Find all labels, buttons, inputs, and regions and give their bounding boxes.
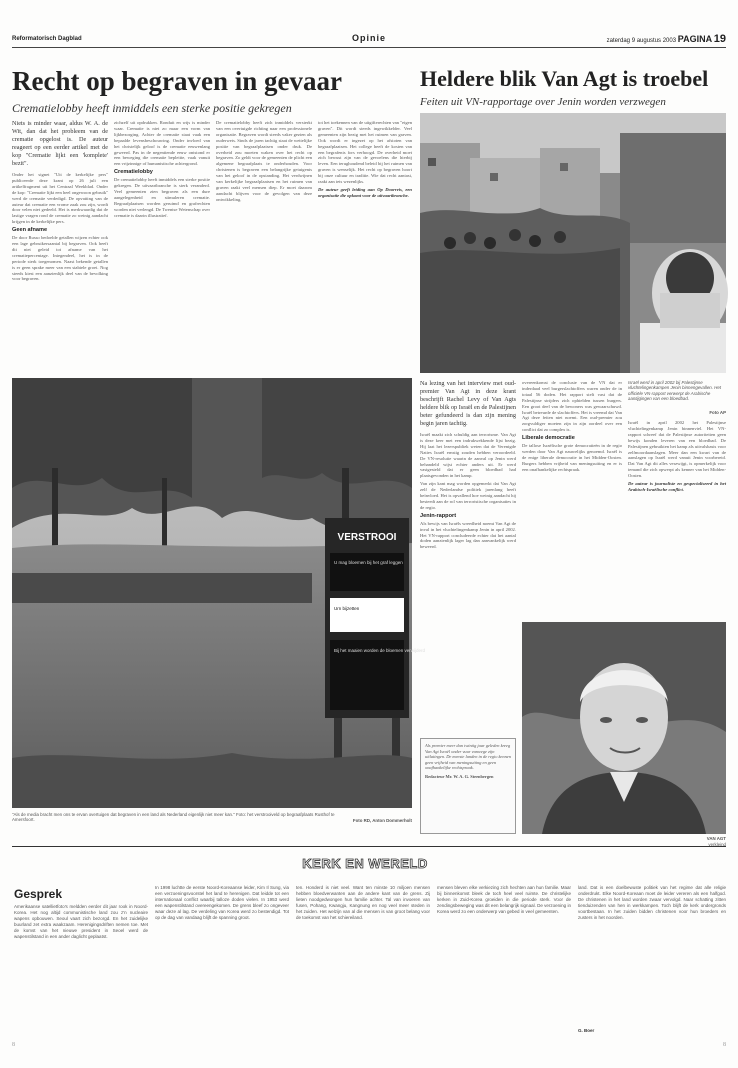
- sign-line-3: Bij het maaien worden de bloemen verwijderd: [334, 648, 426, 653]
- left-article-column-3: [216, 120, 312, 370]
- gesprek-column-2: In 1998 luchtte de eerste Noord-Koreaanse leider, Kim Il Sung, via een verzoeningsvoorstel het land te herenigen. Dat leidde tot een internationaal conflict waarbij talloze doden vielen. In 1953 werd een wapenstilstand overeengekomen. De grens bleef zo ongeveer waar deze al lag. De verdeling van Korea werd zo bestendigd. Tot op de dag van vandaag blijft de spanning groot.: [155, 885, 289, 920]
- gesprek-signature: G. Boer: [578, 1028, 595, 1033]
- left-article-column-1: [12, 120, 108, 370]
- van-agt-photo-graphic: [522, 622, 726, 834]
- right-article-text-2: overeenkomst de conclusie van de VN dat er inderdaad veel burgerslachtoffers waren onder de in totaal 56 doden. Het rapport stelt vast dat de Palestijnse strijders zich ophielden tussen burgers. Een groot deel van de bewoners was gewaarschuwd. Israël betreurde de slachtoffers. Het is vreemd dat Van Agt deze feiten niet noemt. Een oud-premier zou zorgvuldiger moeten zijn in zijn oordeel over een conflict dat zo complex is.: [522, 380, 622, 433]
- right-article-subheading-2: Liberale democratie: [522, 435, 575, 442]
- van-agt-photo: [522, 622, 726, 834]
- left-article-text-1b: De door Russo bedoelde getallen wijzen echter ook een lage gebruikersaantal bij begraven. Ook heeft dit niet geleid tot afname van het crematiepercentage. Integendeel, het is in de periode sterk toegenomen. Naast bekende getallen is er geen sprake meer van een stabiele groei. Nog steeds kiest een aanzienlijk deel van de bevolking voor begraven.: [12, 235, 108, 282]
- right-article-subtitle: Feiten uit VN-rapportage over Jenin worden verzwegen: [420, 96, 666, 108]
- footer-mark-left: 8: [12, 1042, 15, 1048]
- left-article-lead: Niets is minder waar, aldus W. A. de Wit, dan dat het probleem van de crematie opgelost is. De auteur reageert op een eerder artikel met de kop "Crematie lijkt een 'komplete' bezit".: [12, 120, 108, 167]
- right-article-title: Heldere blik Van Agt is troebel: [420, 66, 709, 91]
- right-article-lead: Na lezing van het interview met oud-premier Van Agt in deze krant beschrijft Rachel Levy of Van Agts heldere blik op Israël en de Palestijnen beter gefundeerd is dan zijn mening begin jaren tachtig.: [420, 380, 516, 427]
- section-name: Opinie: [351, 33, 386, 43]
- sign-line-2: Urn bijzetten: [334, 606, 360, 611]
- cemetery-photo-caption: "Als de media bracht men ons te ervan overtuigen dat begraven in een land als Nederland eigenlijk niet meer kan." Foto: het verstrooiveld op begraafplaats Rusthof te Amersfoort.: [12, 812, 335, 823]
- left-article-subheading-1: Geen afname: [12, 227, 48, 234]
- left-article-text-4: tot het toekennen van de uitgifterechten van "eigen graven". Dit wordt steeds ingewikkelder. Veel gemeenten zijn bezig met het ruimen van graven. Ook wordt er ingezet op het afstoten van begraafplaatsen. Het college heeft de kosten van een begrafenis fors verhoogd. De overheid moet zich bewust zijn van de gevoelens die hierbij leven. Een terughoudend beleid bij het ruimen van graven is wenselijk. Het recht op begraven hoort bij onze cultuur en traditie. Wie dat recht aantast, raakt aan iets wezenlijks.: [318, 120, 412, 185]
- left-article-subheading-2: Crematielobby: [114, 169, 153, 176]
- left-article-text-2: zichzelf uit opdrukken. Ronduit en wijs is minder waar. Crematie is niet zo maar een vorm van lijkbezorging. Achter de crematie staat vaak een bepaalde levensbeschouwing. Onder invloed van het christelijk geloof is de crematie eeuwenlang geweerd. Pas in de negentiende eeuw ontstond er een beweging die crematie bepleitte, vaak vanuit een vrijzinnige of humanistische achtergrond.: [114, 120, 210, 167]
- publication-name: Reformatorisch Dagblad: [12, 36, 82, 42]
- cemetery-photo: [12, 378, 426, 808]
- cemetery-photo-credit: Foto RD, Anton Dommerholt: [352, 818, 412, 823]
- right-article-column-3: [628, 420, 726, 620]
- page-label: PAGINA: [677, 34, 713, 44]
- quote-box: [420, 738, 516, 834]
- van-agt-caption: VAN AGT: [706, 836, 726, 841]
- quote-box-text: Als premier meer dan twintig jaar geleden kreeg Van Agt Israël onder vuur vanwege zijn uitlatingen. De meeste landen in de regio kennen geen vrijheid van meningsuiting en geen onafhankelijke rechtspraak.: [425, 743, 511, 771]
- gesprek-column-1: Amerikaanse satellietfoto's meldden eerder dit jaar rook in Noord-Korea. Het nog altijd communistische land zou z'n nucleaire wapens opbouwen. Seoul vaart zich bezorgd. En het zuidelijke buurland zet extra waakzaam. Herenigingsdriften nemen toe. Met de komst van het nieuwe president in Seoel werd de wapenstilstand in een ander daglicht geplaatst.: [14, 904, 148, 939]
- sign-line-1: U mag bloemen bij het graf leggen: [334, 560, 403, 565]
- left-article-text-1: Onder het signet "Uit de kerkelijke pers" publiceerde deze krant op 26 juli een artikelfragment uit het Centraal Weekblad. Onder de kop: "Crematie lijkt een heel ongewoon gebruik" werd de crematie verdedigd. De opvatting van de auteur dat crematie een vrome zaak zou zijn, wordt door velen niet gedeeld. Het is merkwaardig dat de lastige vragen rond de crematie zo weinig aandacht krijgen in de kerkelijke pers.: [12, 172, 108, 225]
- right-article-column-2: [522, 380, 622, 615]
- sign-title: VERSTROOI: [337, 532, 397, 543]
- jenin-photo-credit: Foto AP: [709, 410, 726, 415]
- gesprek-column-5: land. Dat is een doelbewuste politiek van het regime dat alle religie onderdrukt. Elke Noord-Koreaan moet de leider vereren als een halfgod. De christenen in het land worden zwaar vervolgd. Naar schatting zitten tienduizenden van hen in werkkampen. Toch blijft de kerk ondergronds voortbestaan. In het zuiden bidden christenen voor hun broeders en zusters in het noorden.: [578, 885, 726, 920]
- right-article-text-3: Israël in april 2002 het Palestijnse vluchtelingenkamp Jenin binnenviel. Het VN-rapport schreef dat de Palestijnse autoriteiten geen bewijs konden leveren van een bloedbad. De Palestijnen gebruikten het kamp als uitvalsbasis voor zelfmoordaanslagen. Meer dan een kwart van de aanslagen op Israël werd vanuit Jenin voorbereid. Dat Van Agt dit alles verzwijgt, is opmerkelijk voor iemand die zich opwerpt als kenner van het Midden-Oosten.: [628, 420, 726, 479]
- kerk-en-wereld-banner: KERK EN WERELD: [302, 856, 428, 871]
- jenin-photo: [420, 113, 726, 373]
- left-article-text-2b: De crematielobby heeft inmiddels een sterke positie gekregen. De uitvaartbranche is sterk veranderd. Veel gemeenten zien begraven als een dure aangelegenheid en stimuleren crematie. Begraafplaatsen worden geruimd en grafrechten worden niet verlengd. De Twentse Wetenschap over crematie is daarin illustratief.: [114, 177, 210, 218]
- left-article-column-4: [318, 120, 412, 370]
- gesprek-title: Gesprek: [14, 887, 63, 901]
- jenin-photo-graphic: [420, 113, 726, 373]
- right-article-text-1c: Als bewijs van Israëls wreedheid noemt Van Agt de inval in het vluchtelingenkamp Jenin in april 2002. Het VN-rapport concludeerde echter dat het aantal doden aanzienlijk lager lag dan aanvankelijk werd beweerd.: [420, 520, 516, 550]
- left-article-column-2: [114, 120, 210, 370]
- quote-box-credit: Redacteur Mr. W. A. G. Steenbergen: [425, 773, 494, 779]
- right-article-text-2b: De tallose Israëlische grote democratieën in de regio werden door Van Agt nauwelijks genoemd. Israël is de enige liberale democratie in het Midden-Oosten. Burgers hebben vrijheid van meningsuiting en er is een onafhankelijke rechtspraak.: [522, 443, 622, 472]
- left-article-subtitle: Crematielobby heeft inmiddels een sterke positie gekregen: [12, 101, 292, 115]
- page-footer: [12, 1042, 726, 1052]
- footer-mark-right: 8: [723, 1042, 726, 1048]
- page-date-number: [607, 33, 726, 45]
- right-article-text-1b: Van zijn kant mag worden opgemerkt dat Van Agt zelf de Nederlandse politiek jarenlang heeft beïnvloed. Het is opvallend hoe weinig aandacht hij besteedt aan de rol van terroristische organisaties in de regio.: [420, 481, 516, 510]
- gesprek-column-4: mensen bleven elke verkiezing zich hechten aan hun familie. Maar bij binnenkomst bleek de toch heel veel ruimte. De christelijke kerken in Zuid-Korea groeiden in die periode sterk. Voor de zendingsbeweging was dit een belangrijk signaal. De verzoening in Korea werd zo een onderwerp van gebed in veel gemeenten.: [437, 885, 571, 914]
- van-agt-credit: verkleind: [708, 842, 726, 847]
- right-article-author-note: De auteur is journaliste en gespecialiseerd in het Arabisch-Israëlische conflict.: [628, 481, 726, 492]
- left-article-author-note: De auteur geeft leiding aan Op Doorreis, een organisatie die opkomt voor de uitvaartbranche.: [318, 186, 412, 198]
- jenin-photo-caption: Israël werd in april 2002 bij Palestijnse vluchtelingenkampen Jenin binnengevallen. Het officiële VN-rapport verwerpt de Arabische aantijgingen van een bloedbad.: [628, 380, 721, 402]
- page-header: [12, 30, 726, 48]
- left-article-text-3: De crematielobby heeft zich inmiddels versterkt van een overtuigde richting naar een professionele organisatie. Begraven wordt steeds vaker gezien als ouderwets. Sinds de jaren tachtig staat de wettelijke positie van begraafplaatsen onder druk. De overheid zou moeten waken over het recht op begraven. Zo geldt voor de gemeenten de plicht een algemene begraafplaats te onderhouden. Voor christenen is begraven een belangrijke getuigenis van het geloof in de opstanding. Het verdwijnen van kerkelijke begraafplaatsen en het ruimen van graven raakt veel mensen diep. Er moet daarom aandacht blijven voor de gevolgen van deze ontwikkeling.: [216, 120, 312, 202]
- issue-date: zaterdag 9 augustus 2003: [606, 38, 677, 44]
- left-article-title: Recht op begraven in gevaar: [12, 66, 342, 96]
- cemetery-photo-graphic: [12, 378, 426, 808]
- right-article-subheading-1: Jenin-rapport: [420, 512, 457, 519]
- page-number: 19: [713, 33, 726, 45]
- right-article-text-1: Israël maakt zich schuldig aan terrorisme. Van Agt is deze keer met een indrukwekkende lijst bezig. Hij laat het lezerspubliek weten dat de Verenigde Naties Israël ernstig zouden hebben veroordeeld. De VN-resolutie waarin de aanval op Jenin werd behandeld wijst echter anders uit. Er werd vastgesteld dat er geen bloedbad had plaatsgevonden in het kamp.: [420, 432, 516, 479]
- gesprek-column-3: ten. Honderd is niet veel. Want ten minste 10 miljoen mensen hebben bloedverwanten aan de andere kant van de grens. Zij lieten noodgedwongen hun familie achter. Tal van invoeren van fusen, Pohang, Kwangju, Kangnung en nog veel meer steden in het zuiden. Het welzijn van al die mensen is van groot belang voor de toekomst van het schiereiland.: [296, 885, 430, 920]
